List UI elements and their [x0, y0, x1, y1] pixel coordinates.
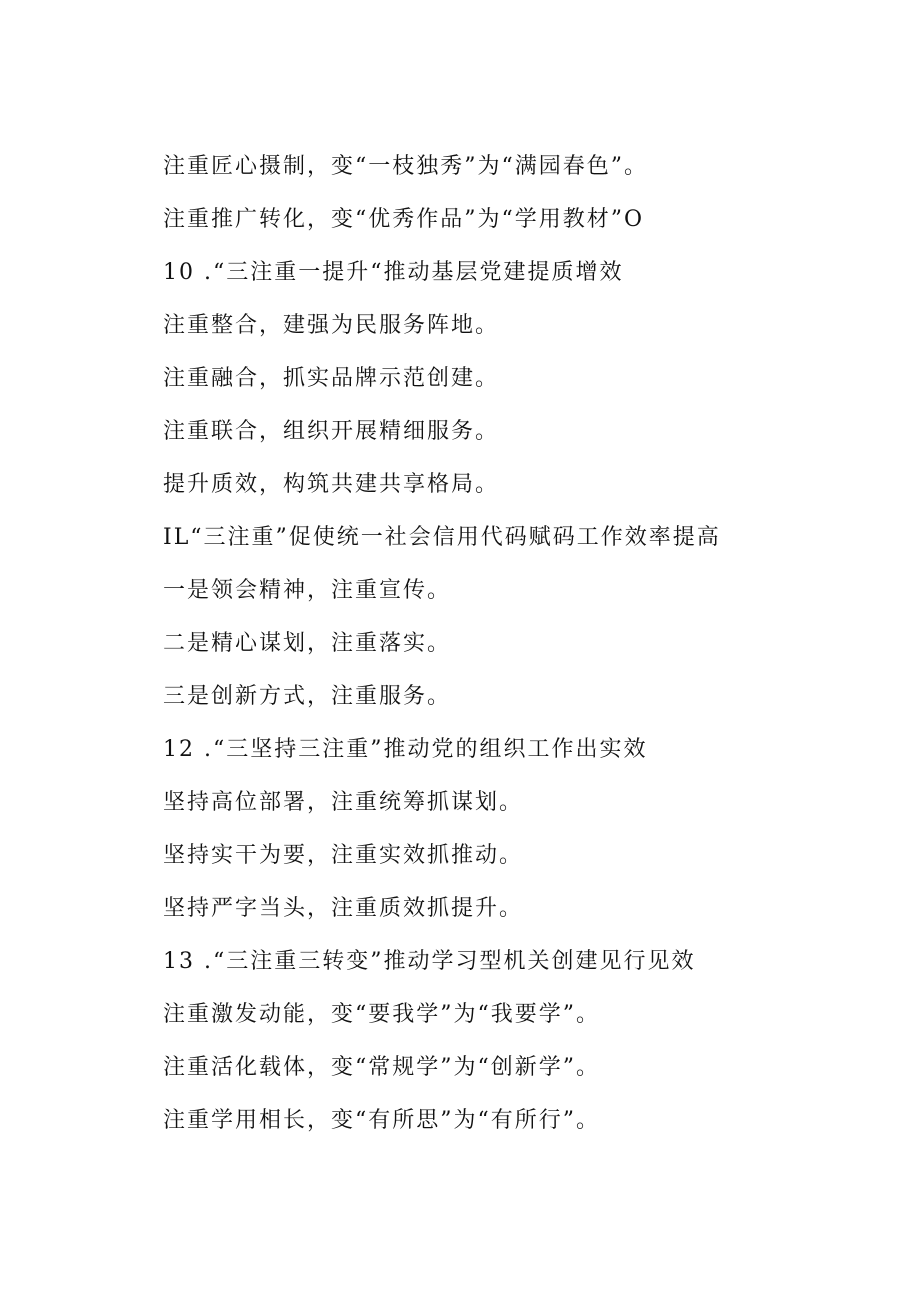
text-line: 坚持严字当头，注重质效抓提升。 [163, 896, 524, 921]
text-line: 注重联合，组织开展精细服务。 [163, 419, 500, 444]
text-line: 注重融合，抓实品牌示范创建。 [163, 366, 500, 391]
text-line: 注重整合，建强为民服务阵地。 [163, 313, 500, 338]
text-line: 注重活化载体，变“常规学”为“创新学”。 [163, 1055, 600, 1080]
text-line: 二是精心谋划，注重落实。 [163, 631, 452, 656]
section-heading-12: 12 .“三坚持三注重”推动党的组织工作出实效 [163, 737, 648, 762]
text-line: 三是创新方式，注重服务。 [163, 684, 452, 709]
text-line: 坚持实干为要，注重实效抓推动。 [163, 843, 524, 868]
text-line: 注重激发动能，变“要我学”为“我要学”。 [163, 1002, 600, 1027]
text-line: 一是领会精神，注重宣传。 [163, 578, 452, 603]
text-line: 提升质效，构筑共建共享格局。 [163, 472, 500, 497]
text-line: 坚持高位部署，注重统筹抓谋划。 [163, 790, 524, 815]
text-line: 注重匠心摄制，变“一枝独秀”为“满园春色”。 [163, 154, 648, 179]
text-line: 注重推广转化，变“优秀作品”为“学用教材”O [163, 207, 645, 232]
text-line: 注重学用相长，变“有所思”为“有所行”。 [163, 1108, 600, 1133]
section-heading-10: 10 .“三注重一提升“推动基层党建提质增效 [163, 260, 624, 285]
section-heading-13: 13 .“三注重三转变”推动学习型机关创建见行见效 [163, 949, 696, 974]
section-heading-11: IL“三注重”促使统一社会信用代码赋码工作效率提高 [163, 525, 721, 550]
